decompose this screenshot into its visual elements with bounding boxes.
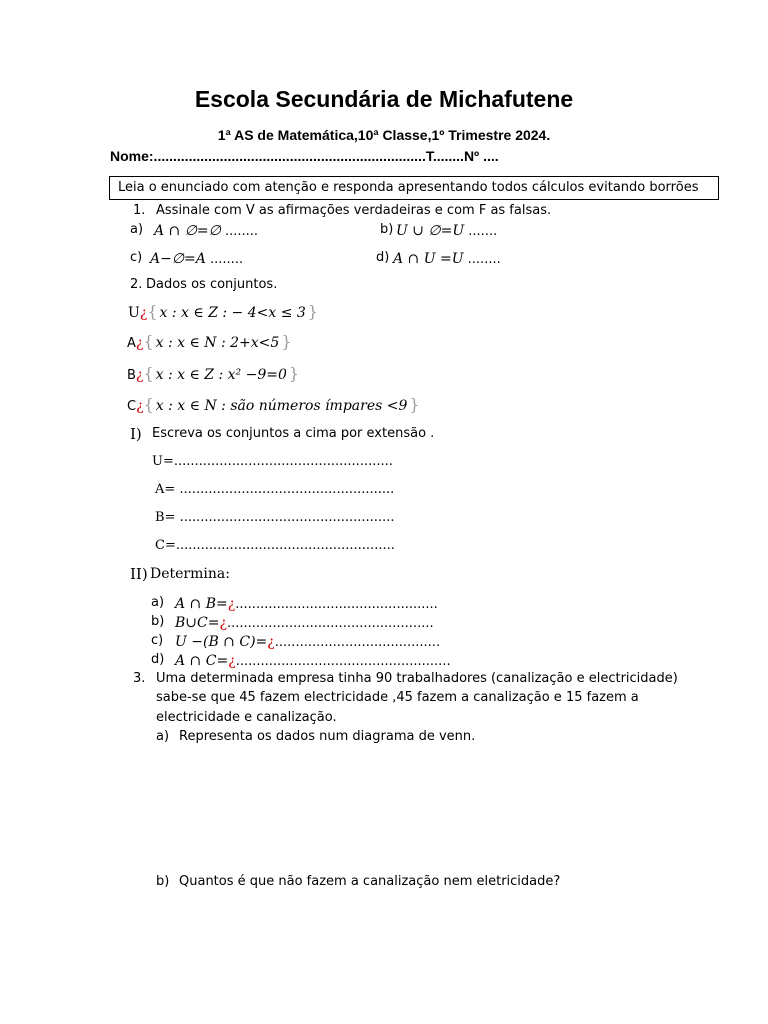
set-c-name: C	[127, 399, 137, 414]
set-b-definition	[127, 364, 299, 383]
q1-number: 1.	[133, 203, 146, 218]
q3-item-a-text: Representa os dados num diagrama de venn.	[179, 729, 476, 744]
answer-line-c: C=.....................................................	[155, 538, 395, 553]
part2-item-d-dots: ....................................................	[235, 654, 451, 669]
q1-item-d-label: d)	[376, 250, 390, 265]
part2-text: Determina:	[150, 566, 230, 582]
part2-item-b-dots: ..................................................	[226, 616, 434, 631]
instructions-text: Leia o enunciado com atenção e responda apresentando todos cálculos evitando borrões	[118, 180, 699, 195]
set-a-close-brace: }	[281, 332, 292, 351]
q1-item-b	[396, 220, 497, 239]
set-u-body: x : x ∈ Z : − 4<x ≤ 3	[159, 305, 306, 321]
q1-item-d-dots: ........	[463, 252, 501, 267]
part2-item-d	[175, 650, 451, 669]
q3-item-a-label: a)	[156, 729, 170, 744]
instructions-box	[109, 176, 719, 200]
set-b-close-brace: }	[288, 364, 300, 383]
set-c-definition	[127, 395, 420, 414]
q1-item-d-expr: A ∩ U =U	[393, 251, 464, 267]
answer-line-a: A= ....................................................	[155, 482, 395, 497]
set-a-open-brace: {	[143, 332, 154, 351]
q1-item-b-label: b)	[380, 222, 394, 237]
part2-item-d-label: d)	[151, 652, 165, 667]
q1-text: Assinale com V as afirmações verdadeiras e com F as falsas.	[156, 203, 552, 218]
q1-item-c	[150, 248, 243, 267]
q1-item-c-dots: ........	[205, 252, 244, 267]
q1-item-c-label: c)	[130, 250, 143, 265]
q3-item-b-text: Quantos é que não fazem a canalização nem eletricidade?	[179, 874, 561, 889]
part2-item-b-marker: ¿	[219, 615, 227, 631]
set-a-body: x : x ∈ N : 2+x<5	[155, 335, 280, 351]
part2-item-b-expr: B∪C=	[175, 615, 220, 631]
set-u-open-brace: {	[147, 302, 158, 321]
set-c-body: x : x ∈ N : são números ímpares <9	[155, 398, 408, 414]
set-u-close-brace: }	[307, 302, 318, 321]
q3-number: 3.	[133, 671, 146, 686]
part2-item-a-dots: .................................................	[235, 597, 438, 612]
q1-item-d	[393, 248, 501, 267]
q2-text: Dados os conjuntos.	[146, 277, 278, 292]
q1-item-a-expr: A ∩ ∅=∅	[154, 223, 221, 239]
set-c-marker: ¿	[136, 398, 144, 414]
set-b-name: B	[127, 368, 136, 383]
part2-item-c-label: c)	[151, 633, 164, 648]
answer-line-u: U=.....................................................	[152, 454, 393, 469]
q1-item-c-expr: A−∅=A	[150, 251, 206, 267]
q3-line-1: Uma determinada empresa tinha 90 trabalhadores (canalização e electricidade)	[156, 671, 678, 686]
answer-line-b: B= ....................................................	[155, 510, 395, 525]
set-u-name: U	[128, 305, 140, 321]
part2-item-d-marker: ¿	[228, 653, 236, 669]
set-c-open-brace: {	[143, 395, 154, 414]
set-a-definition	[127, 332, 292, 351]
q1-item-b-expr: U ∪ ∅=U	[396, 223, 465, 239]
part2-numeral: II)	[130, 565, 148, 583]
part1-text: Escreva os conjuntos a cima por extensão .	[152, 426, 435, 441]
set-b-body: x : x ∈ Z : x² −9=0	[155, 367, 287, 383]
set-u-definition	[128, 302, 318, 321]
name-line: Nome:......................................................................T........Nº ....	[110, 148, 499, 164]
q3-line-2: sabe-se que 45 fazem electricidade ,45 fazem a canalização e 15 fazem a	[156, 690, 639, 705]
set-b-marker: ¿	[135, 367, 144, 383]
part2-item-c-dots: ........................................	[274, 635, 441, 650]
part2-item-a-expr: A ∩ B=	[175, 596, 228, 612]
page-subtitle: 1ª AS de Matemática,10ª Classe,1º Trimestre 2024.	[217, 127, 551, 143]
part2-item-a-marker: ¿	[227, 596, 236, 612]
part2-item-a-label: a)	[151, 595, 165, 610]
q2-number: 2.	[130, 277, 143, 292]
part2-item-b	[175, 612, 434, 631]
set-c-close-brace: }	[409, 395, 420, 414]
q1-item-a	[154, 220, 258, 239]
set-a-marker: ¿	[135, 335, 144, 351]
part2-item-b-label: b)	[151, 614, 165, 629]
q3-item-b-label: b)	[156, 874, 170, 889]
set-a-name: A	[127, 336, 136, 351]
part1-numeral: I)	[130, 425, 142, 443]
part2-item-d-expr: A ∩ C=	[175, 653, 229, 669]
page-title: Escola Secundária de Michafutene	[194, 86, 574, 112]
q1-item-b-dots: .......	[464, 224, 498, 239]
q3-line-3: electricidade e canalização.	[156, 710, 337, 725]
part2-item-a	[175, 593, 438, 612]
q1-item-a-dots: ........	[220, 224, 259, 239]
part2-item-c	[175, 631, 440, 650]
set-u-marker: ¿	[139, 305, 148, 321]
q1-item-a-label: a)	[130, 222, 144, 237]
part2-item-c-expr: U −(B ∩ C)=	[175, 634, 268, 650]
part2-item-c-marker: ¿	[267, 634, 275, 650]
set-b-open-brace: {	[143, 364, 154, 383]
